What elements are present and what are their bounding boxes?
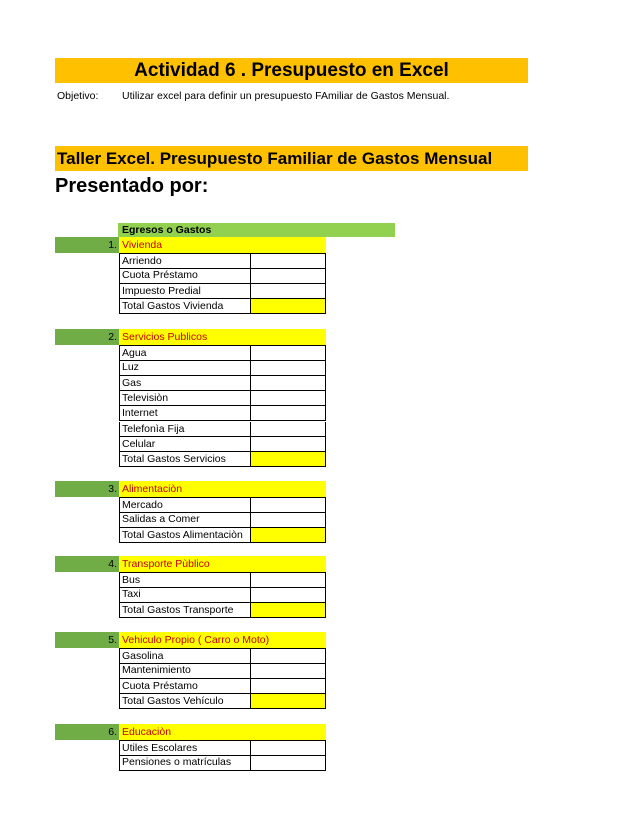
expense-value-cell[interactable] [251,254,325,268]
expense-row [119,437,326,452]
expense-row [119,406,326,421]
total-label: Total Gastos Servicios [120,452,251,466]
expense-label: Utiles Escolares [120,741,251,755]
expense-row [119,345,326,361]
expense-label: Impuesto Predial [120,284,251,298]
expense-row [119,740,326,756]
total-value-cell[interactable] [251,603,325,617]
expense-value-cell[interactable] [251,360,325,374]
expense-label: Telefonìa Fija [120,422,251,436]
expense-label: Pensiones o matrículas [120,755,251,769]
presentado-por: Presentado por: [55,175,209,197]
total-row [119,528,326,543]
total-label: Total Gastos Alimentaciòn [120,528,251,542]
expense-label: Internet [120,406,251,420]
section-label: Vehiculo Propio ( Carro o Moto) [122,634,270,646]
expense-value-cell[interactable] [251,663,325,677]
objetivo-text: Utilizar excel para definir un presupuesto FAmiliar de Gastos Mensual. [122,90,450,102]
total-label: Total Gastos Transporte [120,603,251,617]
expense-value-cell[interactable] [251,391,325,405]
expense-value-cell[interactable] [251,755,325,769]
expense-value-cell[interactable] [251,422,325,436]
expense-value-cell[interactable] [251,284,325,298]
expense-label: Cuota Préstamo [120,268,251,282]
section-number: 2. [108,331,117,343]
section-label: Alimentaciòn [122,483,183,495]
expense-value-cell[interactable] [251,573,325,587]
total-value-cell[interactable] [251,528,325,542]
expense-value-cell[interactable] [251,512,325,526]
expense-label: Gas [120,376,251,390]
expense-row [119,376,326,391]
expense-row [119,422,326,437]
expense-label: Salidas a Comer [120,512,251,526]
expense-label: Mercado [120,498,251,512]
expense-label: Arriendo [120,254,251,268]
expense-row [119,497,326,513]
expense-row [119,284,326,299]
expense-value-cell[interactable] [251,587,325,601]
expense-label: Taxi [120,587,251,601]
section-label: Vivienda [122,239,163,251]
expense-row [119,268,326,283]
total-row [119,694,326,709]
expense-value-cell[interactable] [251,268,325,282]
expense-value-cell[interactable] [251,679,325,693]
expense-value-cell[interactable] [251,741,325,755]
expense-label: Celular [120,437,251,451]
section-label: Servicios Publicos [122,331,208,343]
total-row [119,603,326,618]
expense-row [119,512,326,527]
expense-row [119,587,326,602]
expense-label: Cuota Préstamo [120,679,251,693]
expense-value-cell[interactable] [251,406,325,420]
total-value-cell[interactable] [251,299,325,313]
expense-row [119,679,326,694]
section-number: 4. [108,558,117,570]
taller-title: Taller Excel. Presupuesto Familiar de Gastos Mensual [57,148,493,168]
total-label: Total Gastos Vivienda [120,299,251,313]
expense-label: Televisiòn [120,391,251,405]
expense-row [119,391,326,406]
section-number: 1. [108,239,117,251]
expense-label: Luz [120,360,251,374]
total-value-cell[interactable] [251,694,325,708]
expense-row [119,663,326,678]
expense-row [119,253,326,269]
expense-label: Gasolina [120,649,251,663]
expense-label: Bus [120,573,251,587]
objetivo-label: Objetivo: [57,90,99,102]
total-row [119,452,326,467]
expense-row [119,360,326,375]
total-label: Total Gastos Vehículo [120,694,251,708]
section-label: Educaciòn [122,726,172,738]
expense-value-cell[interactable] [251,649,325,663]
expense-row [119,755,326,770]
section-label: Transporte Pùblico [122,558,210,570]
expense-row [119,648,326,664]
expense-value-cell[interactable] [251,498,325,512]
page-title: Actividad 6 . Presupuesto en Excel [134,59,449,81]
expense-value-cell[interactable] [251,376,325,390]
expense-label: Agua [120,346,251,360]
expense-label: Mantenimiento [120,663,251,677]
section-number: 6. [108,726,117,738]
egresos-header: Egresos o Gastos [118,223,395,237]
total-value-cell[interactable] [251,452,325,466]
expense-row [119,572,326,588]
section-number: 3. [108,483,117,495]
expense-value-cell[interactable] [251,346,325,360]
section-number: 5. [108,634,117,646]
expense-value-cell[interactable] [251,437,325,451]
total-row [119,299,326,314]
